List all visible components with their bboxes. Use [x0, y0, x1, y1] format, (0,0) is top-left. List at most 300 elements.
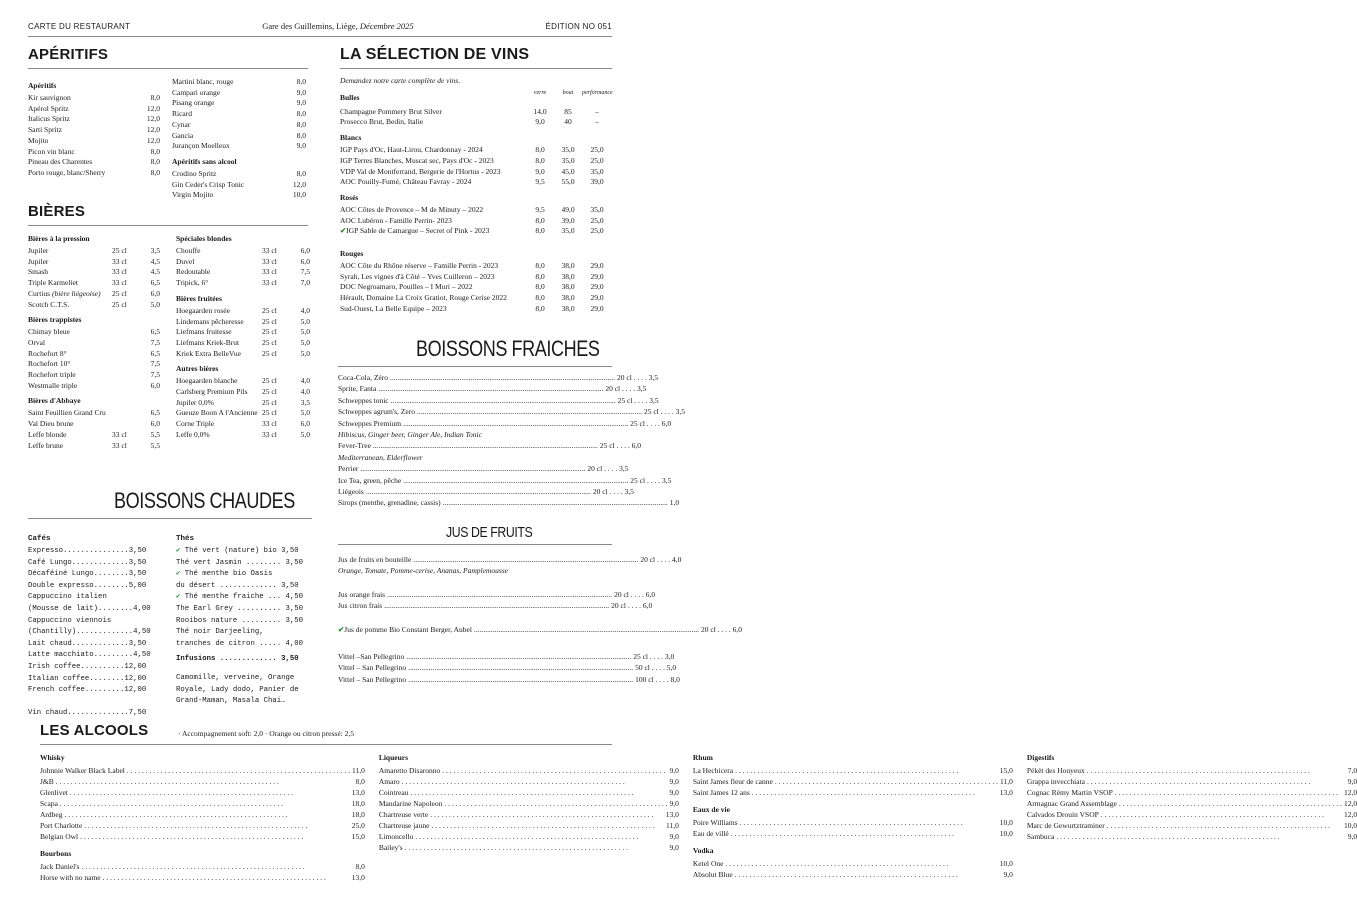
wine-price-perf: 29,0: [590, 282, 604, 292]
alcool-row: [1027, 765, 1357, 776]
item-price: 6,5: [150, 278, 160, 288]
item-name-text: Corne Triple: [176, 419, 215, 429]
dot-leader: . . . . . . . . . . . . . . . . . . . . . . . . . . . . . . . . . . . . . . . . . . . . . . . . . . . . . . . . . . . .: [442, 766, 666, 775]
wine-row: [340, 226, 612, 237]
item-price: 7,5: [150, 370, 160, 380]
dot-leader: ........................................................................................................................: [365, 487, 591, 497]
dot-leader: . . . . . . . . . . . . . . . . . . . . . . . . . . . . . . . . . . . . . . . . . . . . . . . . . . . . . . . . . . . .: [69, 788, 294, 797]
bieres-col2: [176, 229, 310, 441]
item-values: [262, 349, 310, 360]
item-price: 8,0: [150, 157, 160, 167]
drink-values: 25 cl . . . . 3,5: [643, 407, 686, 417]
item-name: [28, 267, 48, 278]
wine-price-verre: 9,5: [535, 177, 545, 187]
alcool-price: 9,0: [1003, 870, 1013, 879]
item-name: [28, 408, 106, 419]
wine-name-text: AOC Côtes de Provence – M de Minuty – 2022: [340, 204, 484, 214]
the-line: [176, 616, 316, 628]
the-text: The Earl Grey .......... 3,50: [176, 604, 303, 613]
menu-item: [176, 387, 310, 398]
item-name-text: Leffe blonde: [28, 429, 67, 439]
wine-prices: [526, 261, 612, 272]
item-name: [28, 349, 67, 360]
item-price: 8,0: [150, 93, 160, 102]
alcool-price: 9,0: [669, 777, 679, 786]
item-name-text: Pineau des Charentes: [28, 157, 93, 167]
item-price: 8,0: [296, 130, 306, 140]
dot-leader: ........................................................................................................................: [389, 373, 615, 382]
wine-name: [340, 226, 489, 237]
item-name: [176, 317, 244, 328]
the-text: Thé menthe fraiche ... 4,50: [180, 593, 304, 602]
item-name: [172, 98, 214, 109]
wine-prices: [526, 145, 612, 156]
item-values: [262, 317, 310, 328]
dot-leader: ........................................................................................................................: [387, 589, 613, 599]
item-values: [284, 77, 306, 88]
drink-name: Jus de fruits en bouteille: [338, 555, 412, 564]
item-name-text: Kriek Extra BelleVue: [176, 348, 241, 358]
dot-leader: . . . . . . . . . . . . . . . . . . . . . . . . . . . . . . . . . . . . . . . . . . . . . . . . . . . . . . . . . . . .: [774, 777, 998, 786]
item-size: [112, 408, 138, 419]
wine-price-perf: 29,0: [590, 293, 604, 303]
menu-item: [28, 359, 160, 370]
dot-leader: ........................................................................................................................: [442, 498, 668, 508]
wine-name-text: AOC Côte du Rhône réserve – Famille Perrin - 2023: [340, 261, 499, 271]
alcool-price: 18,0: [351, 810, 365, 819]
dot-leader: . . . . . . . . . . . . . . . . . . . . . . . . . . . . . . . . . . . . . . . . . . . . . . . . . . . . . . . . . . . .: [80, 832, 304, 841]
alcool-price: 10,0: [999, 859, 1013, 868]
jus-title: JUS DE FRUITS: [446, 524, 533, 541]
vins-header-values: [526, 88, 612, 107]
drink-price: 8,0: [670, 674, 680, 684]
organic-check-icon: ✔: [176, 593, 181, 602]
wine-price-perf: 25,0: [590, 215, 604, 225]
alcool-group-heading: Eaux de vie: [692, 805, 730, 814]
alcool-price: 9,0: [1347, 832, 1357, 841]
wine-name-text: IGP Sable de Camargue – Secret of Pink - 2023: [346, 226, 490, 236]
bouteille-note: Orange, Tomate, Pomme-cerise, Ananas, Pamplemousse: [338, 566, 508, 576]
dot-leader: ........................................................................................................................: [408, 674, 634, 684]
item-name-text: Jupiler 0,0%: [176, 397, 214, 407]
item-values: [138, 349, 160, 360]
drink-size: 20 cl: [640, 555, 656, 564]
wine-price-bout: 38,0: [561, 303, 575, 313]
spacer: [338, 577, 606, 589]
alcool-name: Port Charlotte: [40, 821, 83, 830]
wine-price-verre: 8,0: [535, 271, 545, 281]
item-name-text: Duvel: [176, 256, 195, 266]
wine-name: [340, 304, 447, 315]
drink-name: Liégeois: [338, 487, 364, 497]
wine-prices: [526, 226, 612, 237]
alcool-row: [1027, 798, 1357, 809]
alcool-group-heading: Whisky: [40, 753, 65, 762]
aperitifs-title: APÉRITIFS: [28, 46, 109, 63]
menu-item: [28, 93, 160, 104]
item-name: [28, 125, 62, 136]
wine-name-text: DOC Negroamaro, Pouilles – I Muri – 2022: [340, 282, 473, 292]
item-values: [262, 430, 310, 441]
item-name: [176, 387, 248, 398]
col-header-verre: verre: [533, 90, 547, 96]
item-name: [176, 246, 200, 257]
alcool-price: 10,0: [999, 829, 1013, 838]
menu-item: [176, 327, 310, 338]
item-size: 33 cl: [112, 440, 127, 450]
wine-name-text: VDP Val de Montferrand, Bergerie de l'Hortus - 2023: [340, 166, 501, 176]
wine-price-verre: 8,0: [535, 293, 545, 303]
item-name-text: Orval: [28, 337, 46, 347]
wine-price-perf: 35,0: [590, 204, 604, 214]
alcool-name: Belgian Owl: [40, 832, 79, 841]
wine-prices: [526, 117, 612, 128]
cafe-line: [28, 697, 168, 709]
bieres-title: BIÈRES: [28, 203, 86, 220]
wine-row: [340, 272, 612, 283]
wine-name-text: IGP Pays d'Oc, Haut-Lirou, Chardonnay - 2024: [340, 145, 483, 155]
menu-item: [28, 300, 160, 311]
wine-group-heading: Rosés: [340, 192, 359, 202]
drink-name: Vittel – San Pellegrino: [338, 674, 407, 684]
cafe-line: Expresso...............3,50: [28, 547, 147, 555]
alcool-name: Poire Williams: [692, 818, 738, 827]
item-price: 6,0: [300, 246, 310, 255]
wine-name-text: Syrah, Les vignes d'à Côté – Yves Cuilleron – 2023: [340, 271, 495, 281]
item-size: 25 cl: [262, 387, 277, 397]
dot-leader: . . . . . . . . . . . . . . . . . . . . . . . . . . . . . . . . . . . . . . . . . . . . . . . . . . . . . . . . . . . .: [444, 799, 668, 808]
item-values: [112, 408, 160, 419]
alcool-price: 9,0: [669, 843, 679, 852]
alcool-row: [40, 765, 365, 776]
thes-col: [176, 530, 316, 708]
item-values: [112, 419, 160, 430]
drink-row: [338, 418, 672, 429]
alcool-name: Johnnie Walker Black Label: [40, 766, 125, 775]
the-line: [176, 546, 316, 558]
menu-item: [28, 349, 160, 360]
drink-price: 3,5: [619, 464, 629, 474]
dot-leader: . . . . . . . . . . . . . . . . . . . . . . . . . . . . . . . . . . . . . . . . . . . . . . . . . . . . . . . . . . . .: [1056, 832, 1280, 841]
alcool-price: 13,0: [351, 873, 365, 882]
menu-item: [172, 77, 306, 88]
wine-prices: [526, 304, 612, 315]
menu-item: [172, 169, 306, 180]
item-price: 7,5: [150, 359, 160, 369]
wine-prices: [526, 282, 612, 293]
the-text: Thé noir Darjeeling,: [176, 628, 264, 637]
menu-item: [28, 114, 160, 125]
alcool-name: Mandarine Napoleon: [378, 799, 443, 808]
drink-name: Jus de pomme Bio Constant Berger, Aubel: [344, 624, 472, 634]
item-price: 7,5: [150, 337, 160, 347]
cafe-line: Cappuccino italien: [28, 593, 107, 602]
alcool-name: Glenlivet: [40, 788, 68, 797]
item-price: 8,0: [296, 119, 306, 129]
item-price: 5,0: [300, 429, 310, 439]
drink-name: Vittel –San Pellegrino: [338, 652, 405, 662]
the-text: Rooibos nature ......... 3,50: [176, 616, 303, 625]
the-line: [176, 569, 316, 581]
drink-row: [338, 589, 656, 600]
wine-row: [340, 145, 612, 156]
dot-leader: . . . . . . . . . . . . . . . . . . . . . . . . . . . . . . . . . . . . . . . . . . . . . . . . . . . . . . . . . . . .: [84, 821, 308, 830]
dot-leader: ........................................................................................................................: [403, 418, 629, 428]
dot-leader: ........................................................................................................................: [403, 475, 629, 485]
item-values: [138, 104, 160, 115]
wine-name: [340, 216, 452, 227]
item-values: [284, 169, 306, 180]
item-name-text: Porto rouge, blanc/Sherry: [28, 167, 106, 177]
alcool-price: 7,0: [1347, 766, 1357, 775]
speciales-heading: Spéciales blondes: [176, 234, 232, 243]
item-name-text: Ricard: [172, 109, 192, 119]
item-values: [112, 441, 160, 452]
item-price: 6,0: [300, 419, 310, 429]
item-values: [112, 246, 160, 257]
wine-price-bout: 39,0: [561, 215, 575, 225]
alcool-price: 13,0: [665, 810, 679, 819]
menu-item: [28, 289, 160, 300]
item-name-text: Mojito: [28, 135, 49, 145]
wine-price-perf: 29,0: [590, 271, 604, 281]
menu-item: [176, 306, 310, 317]
item-values: [284, 109, 306, 120]
wine-row: [340, 117, 612, 128]
menu-item: [28, 441, 160, 452]
menu-item: [28, 381, 160, 392]
menu-item: [176, 419, 310, 430]
dot-leader: ........................................................................................................................: [408, 663, 634, 673]
drink-values: 20 cl . . . . 3,5: [592, 487, 634, 497]
item-values: [112, 278, 160, 289]
spacer: [338, 635, 606, 651]
item-values: [262, 376, 310, 387]
item-price: 5,0: [300, 408, 310, 418]
dot-leader: . . . . . . . . . . . . . . . . . . . . . . . . . . . . . . . . . . . . . . . . . . . . . . . . . . . . . . . . . . . .: [55, 777, 279, 786]
menu-item: [28, 370, 160, 381]
item-values: [112, 267, 160, 278]
item-price: 9,0: [296, 98, 306, 108]
alcool-name: Marc de Gewurtztraminer: [1026, 821, 1105, 830]
item-name: [28, 136, 48, 147]
item-values: [284, 131, 306, 142]
menu-item: [176, 349, 310, 360]
dot-leader: . . . . . . . . . . . . . . . . . . . . . . . . . . . . . . . . . . . . . . . . . . . . . . . . . . . . . . . . . . . .: [1086, 766, 1310, 775]
alcool-row: [379, 809, 679, 820]
item-name-text: Pisang orange: [172, 98, 215, 108]
wine-prices: [526, 156, 612, 167]
alcool-price: 9,0: [669, 799, 679, 808]
thes-heading: Thés: [176, 535, 195, 543]
drink-price: 3,5: [624, 487, 634, 497]
menu-item: [28, 430, 160, 441]
menu-item: [28, 168, 160, 179]
alcool-price: 9,0: [1347, 777, 1357, 786]
item-price: 4,0: [300, 305, 310, 315]
item-name: [172, 88, 220, 99]
wine-price-bout: 38,0: [561, 282, 575, 292]
menu-item: [28, 147, 160, 158]
alcool-name: Calvados Drouin VSOP: [1026, 810, 1099, 819]
dot-leader: . . . . . . . . . . . . . . . . . . . . . . . . . . . . . . . . . . . . . . . . . . . . . . . . . . . . . . . . . . . .: [735, 766, 959, 775]
menu-item: [176, 398, 310, 409]
menu-item: [28, 338, 160, 349]
drink-name: Jus citron frais: [338, 601, 383, 611]
spacer: [338, 612, 606, 624]
drink-price: 3,5: [648, 373, 659, 382]
wine-name: [340, 282, 472, 293]
item-name-text: Leffe brune: [28, 440, 64, 450]
item-values: [262, 419, 310, 430]
menu-item: [28, 408, 160, 419]
wine-row: [340, 261, 612, 272]
item-price: 4,5: [150, 256, 160, 266]
drink-row: [338, 651, 675, 662]
menu-item: [28, 327, 160, 338]
menu-item: [176, 267, 310, 278]
drink-size: 25 cl: [633, 652, 649, 662]
dot-leader: . . . . . . . . . . . . . . . . . . . . . . . . . . . . . . . . . . . . . . . . . . . . . . . . . . . . . . . . . . . .: [64, 810, 288, 819]
item-values: [262, 387, 310, 398]
wine-row: [340, 205, 612, 216]
item-price: 8,0: [150, 146, 160, 156]
item-values: [284, 190, 306, 201]
item-name: [28, 147, 75, 158]
cafe-line: French coffee.........12,00: [28, 686, 147, 695]
alcool-name: Ardbeg: [40, 810, 63, 819]
drink-price: 4,0: [672, 555, 682, 564]
cafe-line: Cappuccino viennois: [28, 616, 112, 625]
the-text: Thé vert Jasmin ........ 3,50: [176, 558, 303, 567]
item-price: 8,0: [296, 168, 306, 178]
wine-row: [340, 177, 612, 188]
alcool-row: [1027, 776, 1357, 787]
alcools-columns: [40, 748, 1357, 883]
abbaye-heading: Bières d'Abbaye: [28, 396, 81, 406]
item-price: 4,5: [150, 267, 160, 277]
drink-price: 1,0: [669, 498, 680, 508]
item-price: 6,0: [300, 256, 310, 266]
dot-leader: ........................................................................................................................: [360, 464, 586, 474]
item-name: [28, 370, 76, 381]
alcool-price: 18,0: [351, 799, 365, 808]
cafe-line: Latte macchiato.........4,50: [28, 651, 151, 660]
drink-price: 6,0: [661, 418, 672, 428]
vins-list: [340, 88, 612, 315]
cafes-heading: Cafés: [28, 535, 51, 543]
menu-item: [28, 125, 160, 136]
dot-leader: ........................................................................................................................: [378, 384, 604, 394]
item-name: [28, 327, 70, 338]
item-size: 25 cl: [262, 305, 277, 315]
wine-prices: [526, 177, 612, 188]
wine-price-bout: 49,0: [561, 204, 575, 214]
item-name-text: Tripick, 6°: [176, 278, 209, 288]
menu-item: [28, 157, 160, 168]
item-size: 25 cl: [262, 316, 277, 326]
item-values: [138, 147, 160, 158]
alcools-divider: [40, 744, 612, 745]
item-size: 25 cl: [262, 337, 277, 347]
menu-item: [172, 190, 306, 201]
header-location: Gare des Guillemins, Liège, Décembre 2025: [262, 21, 414, 31]
drink-price: 6,0: [631, 441, 641, 451]
dot-leader: . . . . . . . . . . . . . . . . . . . . . . . . . . . . . . . . . . . . . . . . . . . . . . . . . . . . . . . . . . . .: [415, 832, 639, 841]
wine-row: [340, 304, 612, 315]
the-line: [176, 604, 316, 616]
menu-item: [28, 136, 160, 147]
dot-leader: . . . . . . . . . . . . . . . . . . . . . . . . . . . . . . . . . . . . . . . . . . . . . . . . . . . . . . . . . . . .: [430, 810, 654, 819]
wine-price-perf: 25,0: [590, 145, 604, 155]
item-size: 25 cl: [112, 299, 127, 309]
alcool-price: 15,0: [999, 766, 1013, 775]
item-name-text: Virgin Mojito: [172, 190, 214, 200]
alcool-row: [379, 842, 679, 853]
alcool-name: Amaro: [378, 777, 400, 786]
alcool-col: [1027, 748, 1357, 883]
item-name-text: Jurançon Moelleux: [172, 141, 230, 151]
item-name-text: Jupiler: [28, 256, 49, 266]
menu-item: [28, 257, 160, 268]
aperitifs-col1: [28, 76, 160, 179]
alcool-row: [40, 809, 365, 820]
fraiches-list: [338, 372, 686, 509]
item-name: [28, 441, 63, 452]
item-size: 25 cl: [262, 327, 277, 337]
item-name: [172, 169, 216, 180]
item-price: 12,0: [292, 179, 306, 189]
dot-leader: . . . . . . . . . . . . . . . . . . . . . . . . . . . . . . . . . . . . . . . . . . . . . . . . . . . . . . . . . . . .: [1086, 777, 1311, 786]
bieres-divider: [28, 225, 308, 226]
item-name-text: Hoegaarden rosée: [176, 305, 230, 315]
alcools-title: LES ALCOOLS: [40, 722, 149, 739]
menu-item: [176, 257, 310, 268]
wine-name-text: Hérault, Domaine La Croix Gratiot, Rouge Cerise 2022: [340, 293, 507, 303]
wine-price-verre: 14,0: [533, 106, 547, 116]
menu-item: [172, 98, 306, 109]
wine-row: [340, 107, 612, 118]
alcool-row: [693, 787, 1013, 798]
drink-name: Coca-Cola, Zéro: [338, 373, 388, 382]
alcool-price: 15,0: [351, 832, 365, 841]
drink-values: 25 cl . . . . 6,0: [599, 441, 641, 451]
wine-price-bout: 35,0: [561, 155, 575, 165]
drink-name: Sprite, Fanta: [338, 384, 377, 394]
wine-price-verre: 8,0: [535, 282, 545, 292]
aperitifs-divider: [28, 68, 308, 69]
drink-price: 6,0: [732, 624, 743, 634]
drink-row: [338, 372, 659, 383]
wine-price-perf: 29,0: [590, 303, 604, 313]
wine-row: [340, 167, 612, 178]
drink-size: 25 cl: [617, 395, 633, 405]
sans-alcool-heading: Apéritifs sans alcool: [172, 156, 237, 166]
alcool-name: J&B: [40, 777, 54, 786]
drink-row: [338, 463, 629, 474]
col-header-performance: performance: [582, 90, 613, 96]
drink-size: 20 cl: [700, 624, 716, 634]
item-name: [176, 267, 210, 278]
wine-price-perf: 35,0: [590, 166, 604, 176]
item-note: (bière liégeoise): [51, 288, 101, 298]
drink-name: Ice Tea, green, pêche: [338, 475, 402, 485]
organic-check-icon: ✔: [176, 547, 181, 555]
dot-leader: . . . . . . . . . . . . . . . . . . . . . . . . . . . . . . . . . . . . . . . . . . . . . . . . . . . . . . . . . . . .: [751, 788, 975, 797]
item-name: [28, 381, 77, 392]
item-name: [176, 338, 239, 349]
drink-price: 3,5: [649, 395, 659, 405]
